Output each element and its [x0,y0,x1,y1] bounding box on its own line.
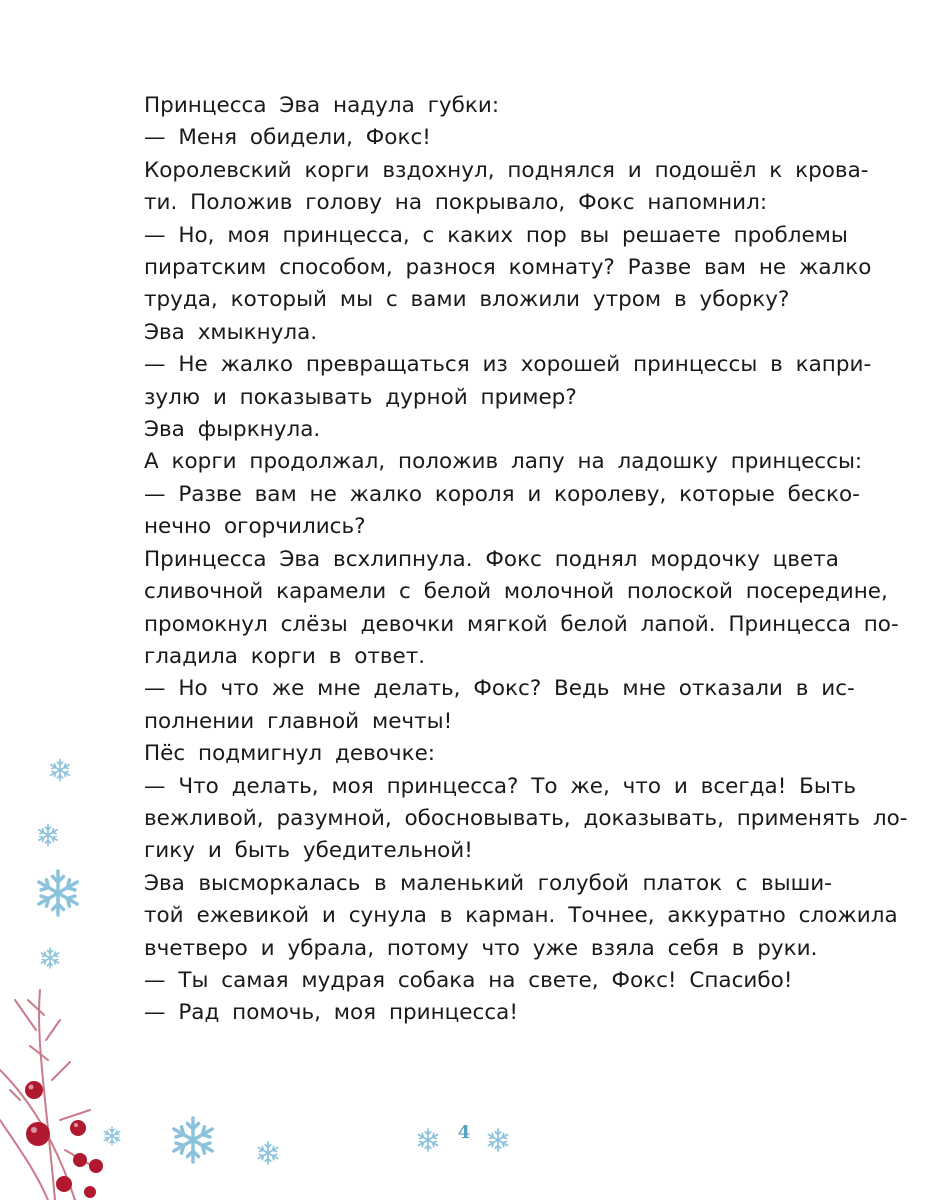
text-line: вежливой, разумной, обосновывать, доказывать, применять ло- [144,805,908,831]
text-line: труда, который мы с вами вложили утром в уборку? [144,287,790,313]
snowflake-icon [488,1129,507,1151]
text-line: Эва высморкалась в маленький голубой платок с выши- [144,870,832,896]
text-line: — Ты самая мудрая собака на свете, Фокс! Спасибо! [144,967,793,993]
text-line: Эва фыркнула. [144,417,321,443]
snowflake-icon [39,871,77,915]
text-line: — Меня обидели, Фокс! [144,125,431,151]
text-line: сливочной карамели с белой молочной полоской посередине, [144,579,888,605]
text-line: Принцесса Эва всхлипнула. Фокс поднял мордочку цвета [144,546,839,572]
text-line: нечно огорчились? [144,514,366,540]
snowflake-icon [174,1118,212,1162]
snowflake-icon [418,1129,437,1151]
text-line: — Разве вам не жалко короля и королеву, которые беско- [144,481,860,507]
snowflake-icon [258,1142,277,1164]
text-line: гладила корги в ответ. [144,643,426,669]
text-line: — Но, моя принцесса, с каких пор вы решаете проблемы [144,222,848,248]
text-line: — Не жалко превращаться из хорошей принцессы в капри- [144,352,872,378]
text-line: Пёс подмигнул девочке: [144,741,436,767]
text-line: зулю и показывать дурной пример? [144,384,577,410]
text-line: Королевский корги вздохнул, поднялся и подошёл к крова- [144,157,869,183]
text-line: — Что делать, моя принцесса? То же, что и всегда! Быть [144,773,857,799]
page-number: 4 [457,1122,471,1143]
text-line: той ежевикой и сунула в карман. Точнее, аккуратно сложила [144,903,898,929]
text-line: вчетверо и убрала, потому что уже взяла себя в руки. [144,935,818,961]
text-line: гику и быть убедительной! [144,838,473,864]
text-line: полнении главной мечты! [144,708,453,734]
snowflake-icon [41,948,58,968]
text-line: — Но что же мне делать, Фокс? Ведь мне отказали в ис- [144,676,855,702]
text-line: А корги продолжал, положив лапу на ладошку принцессы: [144,449,863,475]
text-line: Эва хмыкнула. [144,319,318,345]
text-line: пиратским способом, разнося комнату? Разве вам не жалко [144,255,872,281]
snowflake-icon [104,1127,120,1145]
snowflake-icon [39,825,57,846]
berry-branch-icon [0,990,103,1200]
text-line: — Рад помочь, моя принцесса! [144,1000,518,1026]
text-line: промокнул слёзы девочки мягкой белой лапой. Принцесса по- [144,611,899,637]
text-line: ти. Положив голову на покрывало, Фокс напомнил: [144,190,768,216]
snowflake-icon [51,760,69,781]
text-line: Принцесса Эва надула губки: [144,93,500,118]
